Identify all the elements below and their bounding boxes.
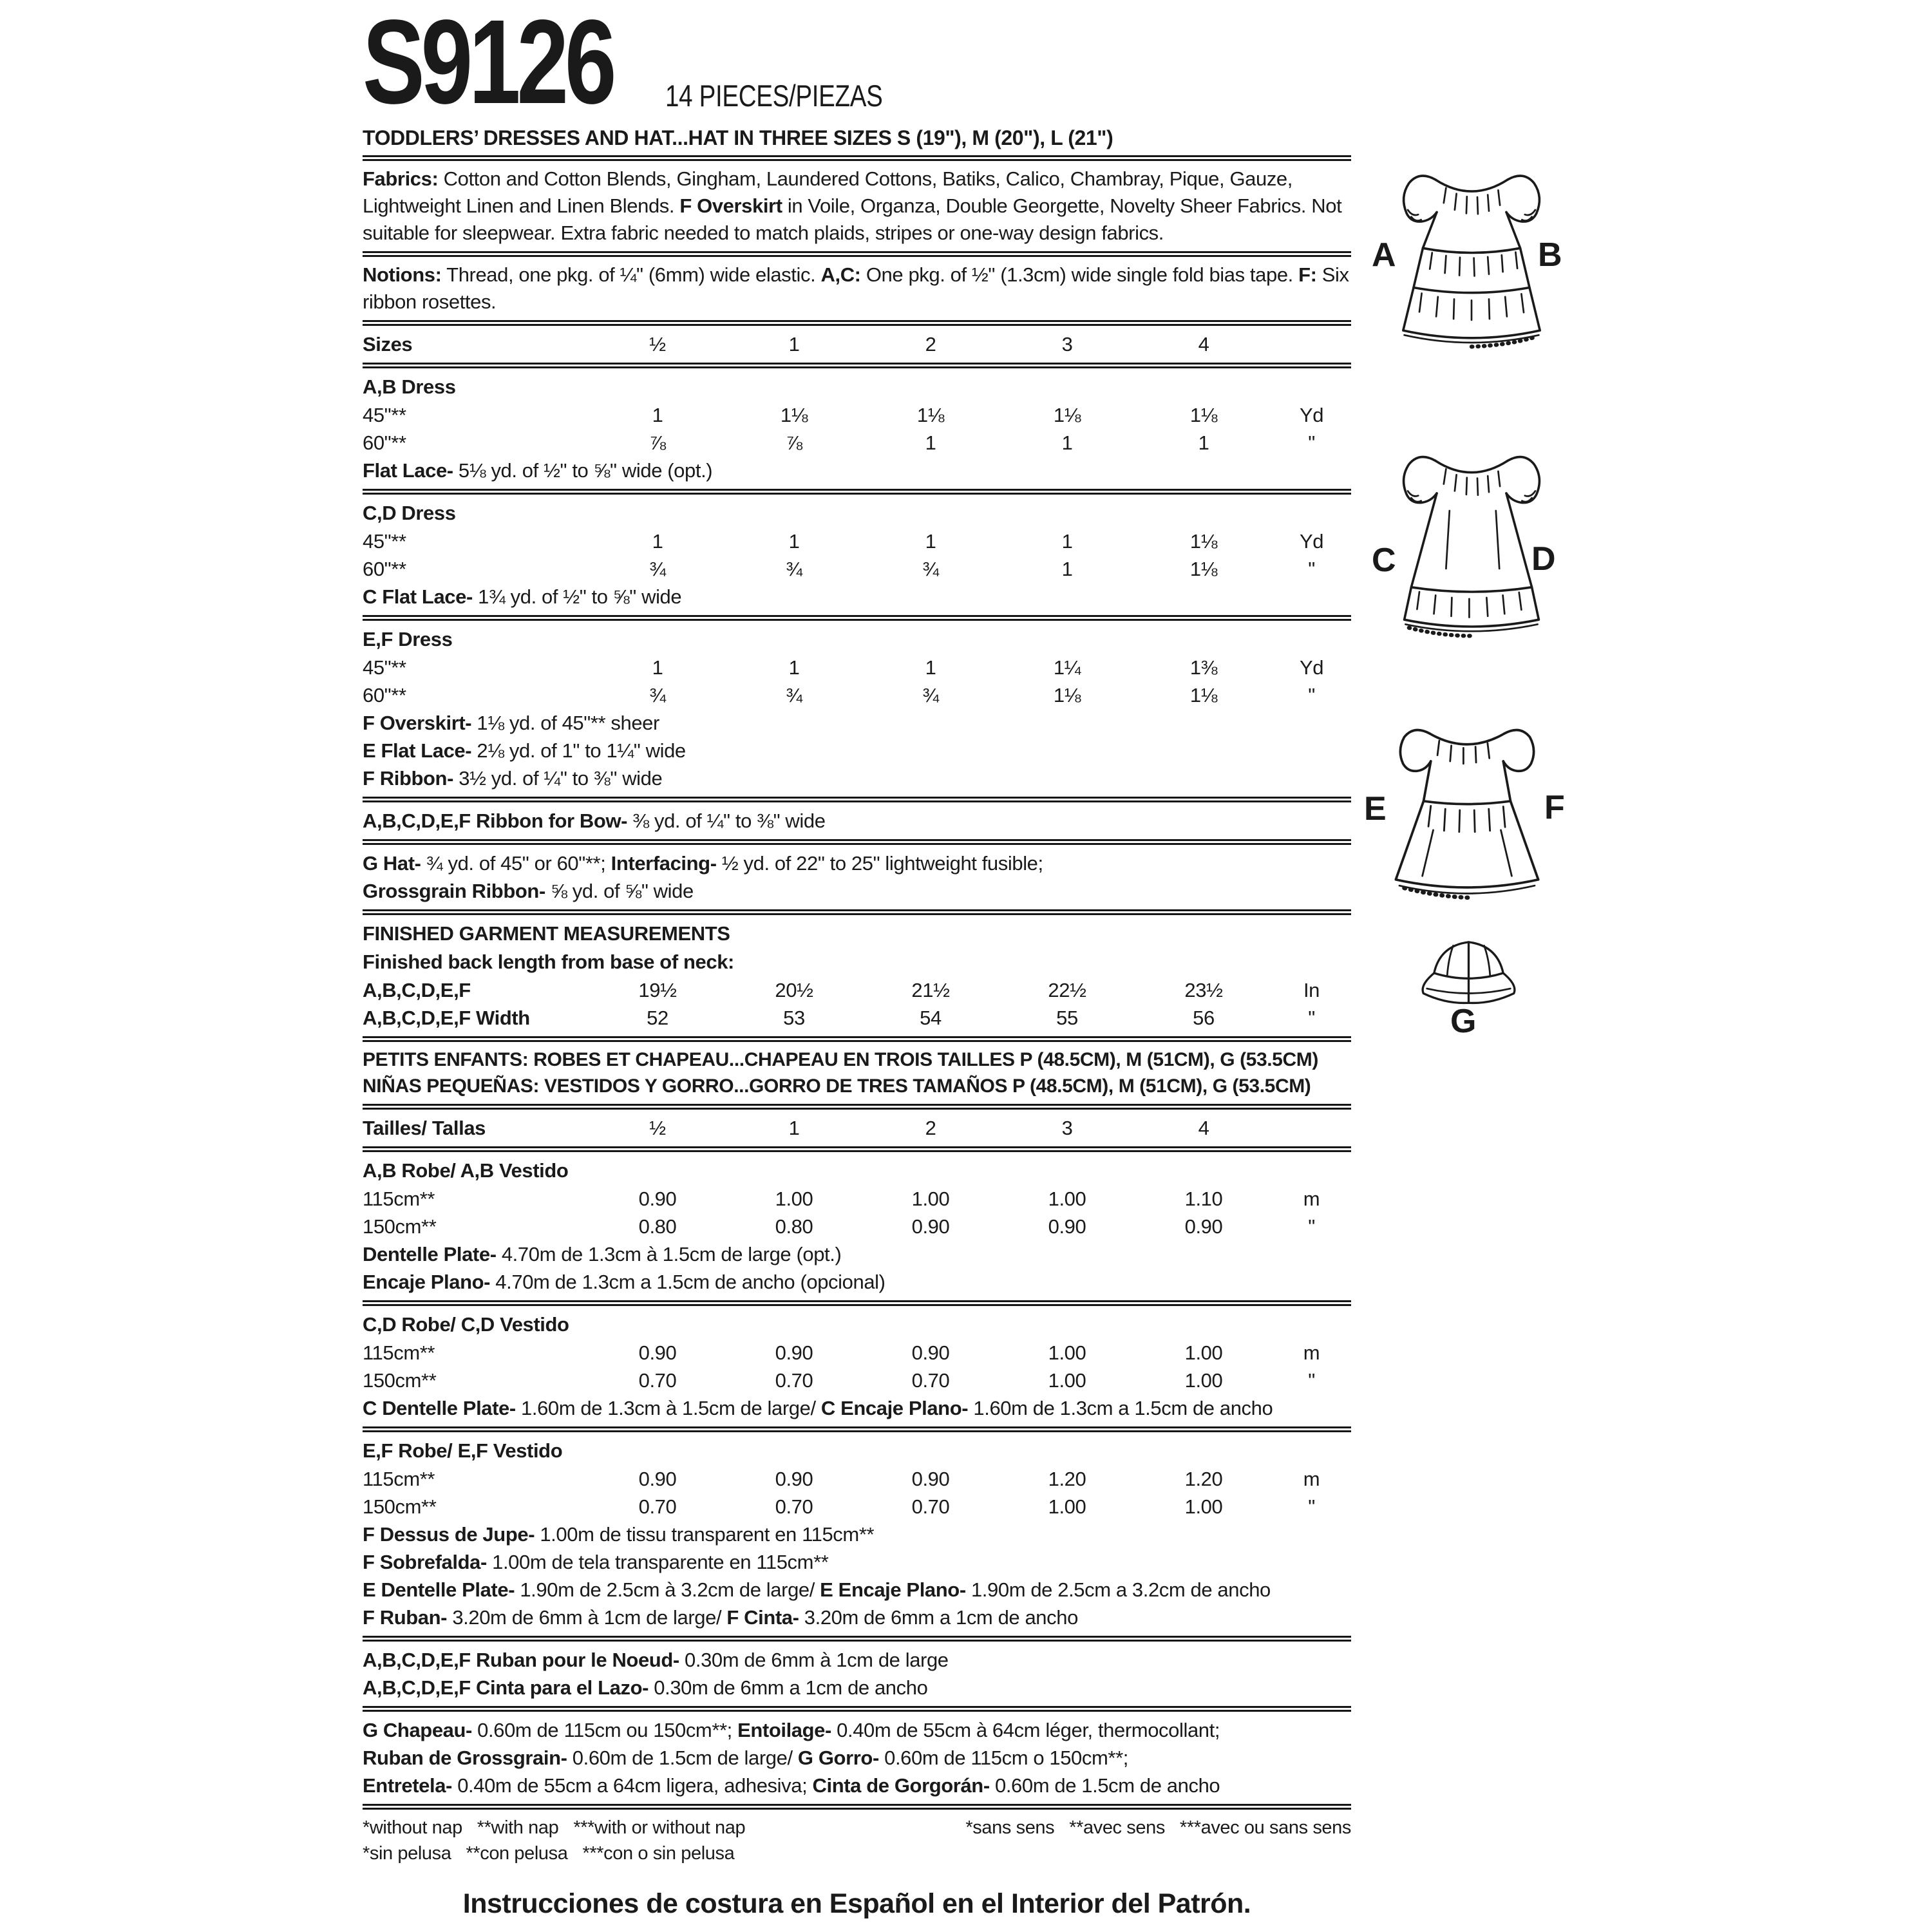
hat-es-note: Entretela- 0.40m de 55cm a 64cm ligera, adhesiva; Cinta de Gorgorán- 0.60m de 1.5cm de ancho [363, 1774, 1220, 1797]
view-f-label: F [1544, 789, 1565, 826]
footnote-english: *without nap **with nap ***with or without nap [363, 1817, 746, 1838]
section-divider [363, 1104, 1351, 1110]
section-divider [363, 1426, 1351, 1432]
hat-fr-note: G Chapeau- 0.60m de 115cm ou 150cm**; Entoilage- 0.40m de 55cm à 64cm léger, thermocollant; [363, 1719, 1220, 1741]
pattern-number: S9126 [363, 0, 613, 129]
trim-note: F Ruban- 3.20m de 6mm à 1cm de large/ F Cinta- 3.20m de 6mm a 1cm de ancho [363, 1606, 1078, 1629]
section-divider [363, 909, 1351, 915]
grosgrain-note: Grossgrain Ribbon- ⅝ yd. of ⅝" wide [363, 880, 694, 902]
metric-row: 150cm** 0.70 0.70 0.70 1.00 1.00 " [363, 1495, 1315, 1518]
dress-cd-illustration [1385, 433, 1558, 658]
hat-g-illustration [1409, 935, 1528, 1011]
section-divider [363, 1804, 1351, 1810]
pattern-title: TODDLERS’ DRESSES AND HAT...HAT IN THREE SIZES S (19"), M (20"), L (21") [363, 126, 1113, 149]
bow-ribbon-fr-note: A,B,C,D,E,F Ruban pour le Noeud- 0.30m de 6mm à 1cm de large [363, 1649, 949, 1671]
finished-measurements-header: FINISHED GARMENT MEASUREMENTS [363, 922, 730, 945]
yardage-row: 60"** ⅞ ⅞ 1 1 1 " [363, 431, 1315, 454]
view-b-label: B [1538, 236, 1562, 274]
trim-note: E Dentelle Plate- 1.90m de 2.5cm à 3.2cm de large/ E Encaje Plano- 1.90m de 2.5cm a 3.2cm de ancho [363, 1578, 1271, 1601]
view-a-label: A [1372, 236, 1396, 274]
trim-note: Flat Lace- 5⅛ yd. of ½" to ⅝" wide (opt.) [363, 459, 713, 482]
metric-row: 115cm** 0.90 0.90 0.90 1.20 1.20 m [363, 1468, 1320, 1490]
spanish-instructions-line: Instrucciones de costura en Español en el Interior del Patrón. [462, 1888, 1251, 1919]
metric-row: 115cm** 0.90 0.90 0.90 1.00 1.00 m [363, 1341, 1320, 1364]
section-divider [363, 251, 1351, 257]
header [363, 0, 1351, 129]
footnotes [363, 1815, 1351, 1866]
footnote-spanish: *sin pelusa **con pelusa ***con o sin pelusa [363, 1843, 735, 1864]
section-divider [363, 839, 1351, 845]
section-divider [363, 155, 1351, 161]
measurement-row: A,B,C,D,E,F Width 52 53 54 55 56 " [363, 1007, 1315, 1029]
finished-back-length-label: Finished back length from base of neck: [363, 951, 734, 973]
hat-fr-es-note: Ruban de Grossgrain- 0.60m de 1.5cm de large/ G Gorro- 0.60m de 115cm o 150cm**; [363, 1747, 1128, 1769]
notions-label: Notions: [363, 263, 442, 286]
pieces-count: 14 PIECES/PIEZAS [665, 79, 883, 113]
section-divider [363, 489, 1351, 495]
overskirt-label: F Overskirt [679, 194, 782, 217]
spanish-title: NIÑAS PEQUEÑAS: VESTIDOS Y GORRO...GORRO DE TRES TAMAÑOS P (48.5CM), M (51CM), G (53.5CM) [363, 1075, 1311, 1097]
section-divider [363, 320, 1351, 326]
tailles-header-row: Tailles/ Tallas ½ 1 2 3 4 [363, 1114, 1351, 1142]
trim-note: C Dentelle Plate- 1.60m de 1.3cm à 1.5cm de large/ C Encaje Plano- 1.60m de 1.3cm a 1.5cm de ancho [363, 1397, 1273, 1419]
dress-ef-illustration [1370, 714, 1564, 916]
trim-note: E Flat Lace- 2⅛ yd. of 1" to 1¼" wide [363, 739, 686, 762]
section-divider [363, 363, 1351, 368]
yardage-row: 45"** 1 1 1 1¼ 1⅜ Yd [363, 656, 1324, 679]
yardage-row: 45"** 1 1⅛ 1⅛ 1⅛ 1⅛ Yd [363, 404, 1324, 426]
section-divider [363, 797, 1351, 802]
cd-dress-header: C,D Dress [363, 502, 456, 524]
text-column [363, 0, 1351, 1920]
trim-note: F Overskirt- 1⅛ yd. of 45"** sheer [363, 712, 659, 734]
ab-dress-header: A,B Dress [363, 375, 456, 398]
hat-yardage-note: G Hat- ¾ yd. of 45" or 60"**; Interfacing- ½ yd. of 22" to 25" lightweight fusible; [363, 852, 1043, 875]
section-divider [363, 1300, 1351, 1306]
notions-paragraph: Notions: Thread, one pkg. of ¼" (6mm) wide elastic. A,C: One pkg. of ½" (1.3cm) wide single fold bias tape. F: Six ribbon rosettes. [363, 263, 1349, 313]
trim-note: F Ribbon- 3½ yd. of ¼" to ⅜" wide [363, 767, 663, 790]
ribbon-for-bow-note: A,B,C,D,E,F Ribbon for Bow- ⅜ yd. of ¼" to ⅜" wide [363, 810, 826, 832]
metric-row: 150cm** 0.80 0.80 0.90 0.90 0.90 " [363, 1215, 1315, 1238]
section-divider [363, 1636, 1351, 1642]
yardage-row: 60"** ¾ ¾ ¾ 1⅛ 1⅛ " [363, 684, 1315, 706]
ef-robe-header: E,F Robe/ E,F Vestido [363, 1439, 563, 1462]
cd-robe-header: C,D Robe/ C,D Vestido [363, 1313, 569, 1336]
measurement-row: A,B,C,D,E,F 19½ 20½ 21½ 22½ 23½ In [363, 979, 1320, 1001]
section-divider [363, 1036, 1351, 1042]
ab-robe-header: A,B Robe/ A,B Vestido [363, 1159, 569, 1182]
view-g-label: G [1450, 1003, 1477, 1040]
bow-ribbon-es-note: A,B,C,D,E,F Cinta para el Lazo- 0.30m de 6mm a 1cm de ancho [363, 1676, 928, 1699]
section-divider [363, 1706, 1351, 1712]
yardage-row: 45"** 1 1 1 1 1⅛ Yd [363, 530, 1324, 553]
trim-note: Dentelle Plate- 4.70m de 1.3cm à 1.5cm de large (opt.) [363, 1243, 842, 1265]
trim-note: F Dessus de Jupe- 1.00m de tissu transparent en 115cm** [363, 1523, 875, 1546]
view-c-label: C [1372, 542, 1396, 579]
footnote-french: *sans sens **avec sens ***avec ou sans sens [965, 1817, 1351, 1838]
sizes-header-row: Sizes ½ 1 2 3 4 [363, 330, 1351, 358]
tailles-label: Tailles/ Tallas [363, 1117, 486, 1139]
trim-note: Encaje Plano- 4.70m de 1.3cm a 1.5cm de ancho (opcional) [363, 1271, 886, 1293]
sizes-label: Sizes [363, 333, 413, 355]
section-divider [363, 615, 1351, 621]
fabrics-label: Fabrics: [363, 167, 439, 190]
ef-dress-header: E,F Dress [363, 628, 453, 650]
fabrics-paragraph: Fabrics: Cotton and Cotton Blends, Gingham, Laundered Cottons, Batiks, Calico, Chambray, Pique, Gauze, Lightweight Linen and Linen Blends. F Overskirt in Voile, Organza, Double Georgette, Novelty Sheer Fabrics. Not suitable for sleepwear. Extra fabric needed to match plaids, stripes or one-way design fabrics. [363, 167, 1342, 244]
trim-note: F Sobrefalda- 1.00m de tela transparente en 115cm** [363, 1551, 829, 1573]
metric-row: 115cm** 0.90 1.00 1.00 1.00 1.10 m [363, 1188, 1320, 1210]
french-title: PETITS ENFANTS: ROBES ET CHAPEAU...CHAPEAU EN TROIS TAILLES P (48.5CM), M (51CM), G (53.5CM) [363, 1049, 1318, 1070]
yardage-row: 60"** ¾ ¾ ¾ 1 1⅛ " [363, 558, 1315, 580]
section-divider [363, 1146, 1351, 1152]
metric-row: 150cm** 0.70 0.70 0.70 1.00 1.00 " [363, 1369, 1315, 1392]
view-e-label: E [1364, 790, 1387, 828]
dress-ab-illustration [1385, 153, 1558, 375]
trim-note: C Flat Lace- 1¾ yd. of ½" to ⅝" wide [363, 585, 682, 608]
view-d-label: D [1531, 540, 1556, 578]
